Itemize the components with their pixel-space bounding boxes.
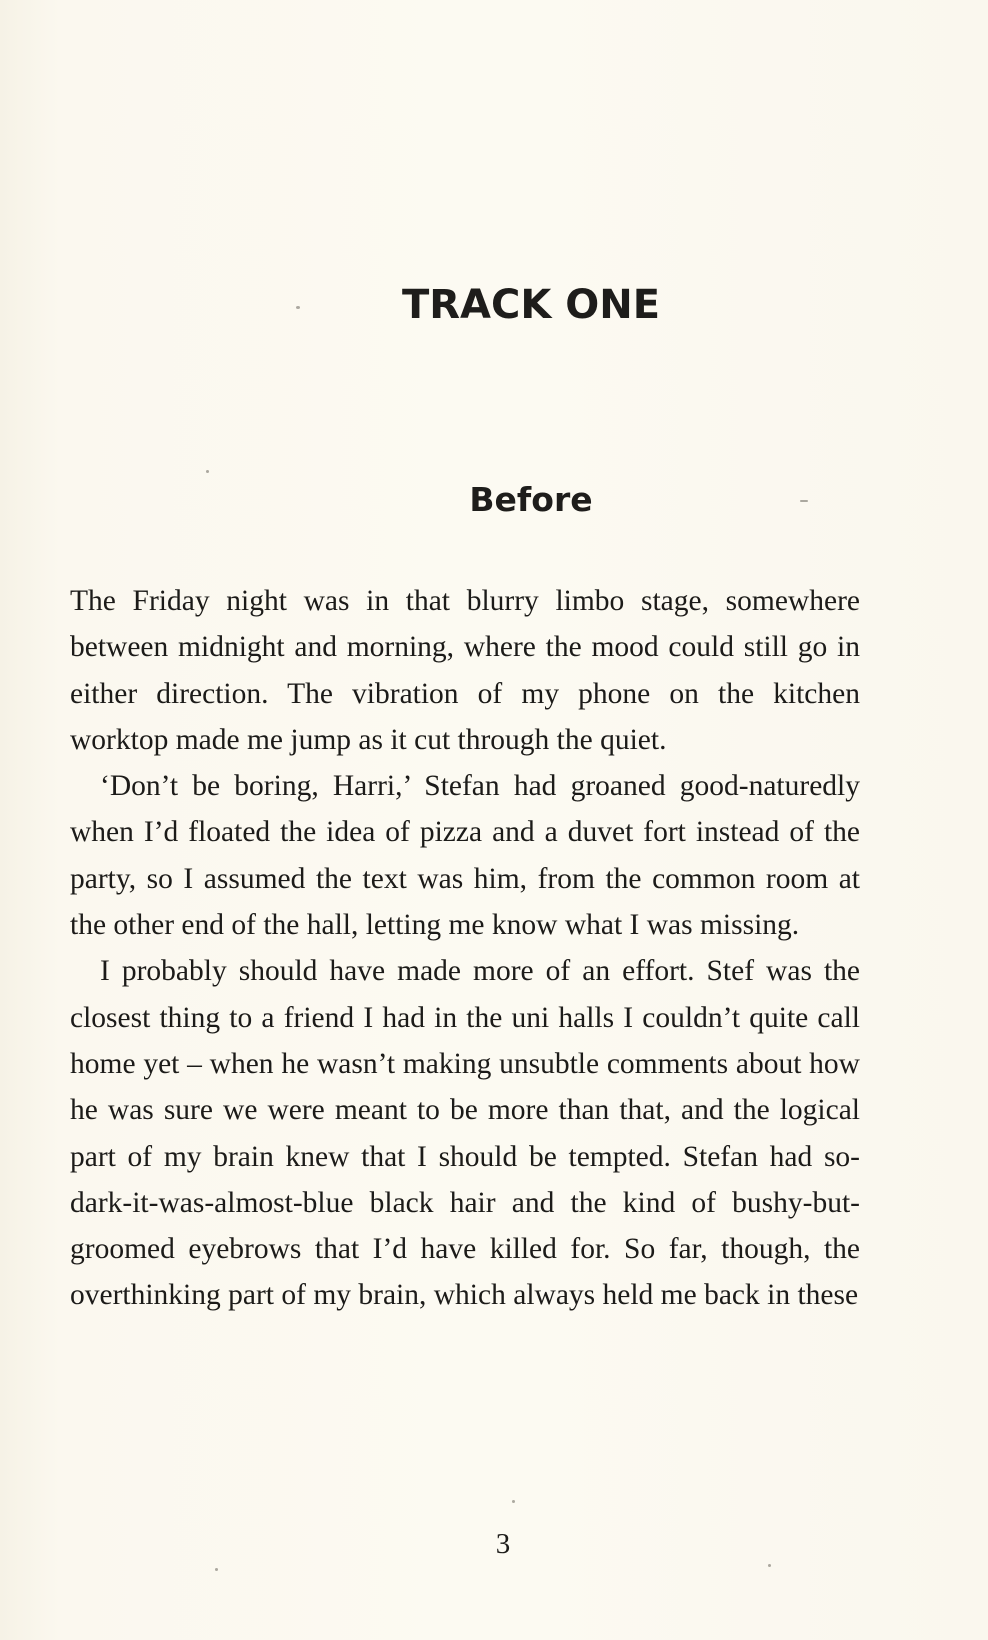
print-speck: [512, 1500, 515, 1503]
section-title: Before: [469, 480, 593, 519]
chapter-title: TRACK ONE: [401, 282, 661, 328]
paragraph: I probably should have made more of an effort. Stef was the closest thing to a friend I had in the uni halls I couldn’t quite call home yet – when he wasn’t making unsubtle comments about how he was sure we were meant to be more than that, and the logical part of my brain knew that I should be tempted. Stefan had so-dark-it-was-almost-blue black hair and the kind of bushy-but-groomed eyebrows that I’d have killed for. So far, though, the overthinking part of my brain, which always held me back in these: [70, 955, 860, 1312]
print-speck: [215, 1568, 218, 1571]
paragraph: The Friday night was in that blurry limbo stage, somewhere between midnight and morning, where the mood could still go in either direction. The vibration of my phone on the kitchen worktop made me jump as it cut through the quiet.: [70, 585, 860, 756]
paragraph: ‘Don’t be boring, Harri,’ Stefan had groaned good-naturedly when I’d floated the idea of pizza and a duvet fort instead of the party, so I assumed the text was him, from the common room at the other end of the hall, letting me know what I was missing.: [70, 770, 860, 942]
body-text: [70, 578, 860, 1319]
print-speck: [768, 1564, 771, 1567]
print-speck: [206, 470, 209, 473]
page-number: 3: [495, 1528, 511, 1560]
